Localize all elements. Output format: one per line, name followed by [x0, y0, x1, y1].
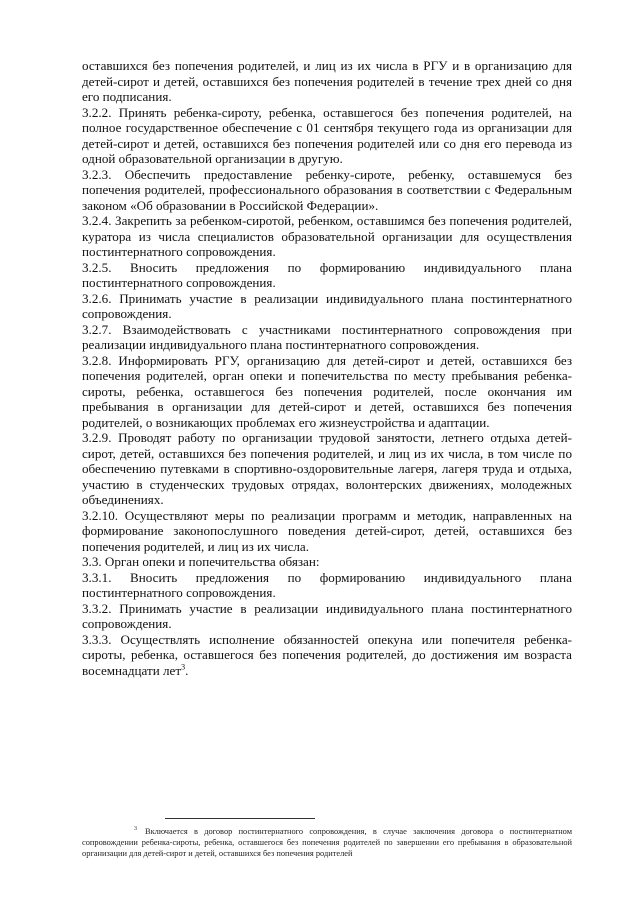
paragraph-3-2-9: 3.2.9. Проводят работу по организации трудовой занятости, летнего отдыха детей-сирот, детей, оставшихся без попечения родителей, и лиц из их числа, в том числе по обеспечению путевками в спортивно-оздоровительные лагеря, лагеря труда и отдыха, участию в студенческих трудовых отрядах, волонтерских движениях, молодежных объединениях. — [82, 430, 572, 507]
document-body — [82, 58, 572, 678]
paragraph-3-2-8: 3.2.8. Информировать РГУ, организацию для детей-сирот и детей, оставшихся без попечения родителей, орган опеки и попечительства по месту пребывания ребенка-сироты, ребенка, оставшегося без попечения родителей, после окончания им пребывания в организации для детей-сирот и детей, оставшихся без попечения родителей, о возникающих проблемах его жизнеустройства и адаптации. — [82, 352, 572, 430]
paragraph-3-3-3-text: 3.3.3. Осуществлять исполнение обязанностей опекуна или попечителя ребенка-сироты, ребенка, оставшегося без попечения родителей, до достижения им возраста восемнадцати лет — [82, 631, 572, 678]
paragraph-3-2-5: 3.2.5. Вносить предложения по формированию индивидуального плана постинтернатного сопровождения. — [82, 259, 572, 290]
paragraph-3-2-6: 3.2.6. Принимать участие в реализации индивидуального плана постинтернатного сопровождения. — [82, 290, 572, 321]
paragraph-3-3-3 — [82, 632, 572, 679]
final-period: . — [185, 662, 189, 678]
footnote-separator — [165, 818, 315, 819]
section-3-3-heading: 3.3. Орган опеки и попечительства обязан: — [82, 554, 320, 569]
paragraph-3-3-2: 3.3.2. Принимать участие в реализации индивидуального плана постинтернатного сопровождения. — [82, 600, 572, 631]
paragraph-3-2-4: 3.2.4. Закрепить за ребенком-сиротой, ребенком, оставшимся без попечения родителей, куратора из числа специалистов образовательной организации для осуществления постинтернатного сопровождения. — [82, 213, 572, 259]
footnote — [82, 826, 572, 859]
footnote-reference[interactable]: 3 — [181, 662, 186, 672]
footnote-text: Включается в договор постинтернатного сопровождения, в случае заключения договора о постинтернатном сопровождении ребенка-сироты, ребенка, оставшегося без попечения родителей по завершении его пребывания в образовательной организации для детей-сирот и детей, оставшихся без попечения родителей — [82, 827, 572, 858]
footnote-mark: 3 — [134, 826, 137, 833]
paragraph-continuation: оставшихся без попечения родителей, и лиц из их числа в РГУ и в организацию для детей-сирот и детей, оставшихся без попечения родителей в течение трех дней со дня его подписания. — [82, 58, 572, 104]
paragraph-3-2-2: 3.2.2. Принять ребенка-сироту, ребенка, оставшегося без попечения родителей, на полное государственное обеспечение с 01 сентября текущего года из организации для детей-сирот и детей, оставшихся без попечения родителей или со дня его перевода из одной образовательной организации в другую. — [82, 104, 572, 166]
paragraph-3-2-3: 3.2.3. Обеспечить предоставление ребенку-сироте, ребенку, оставшемуся без попечения родителей, профессионального образования в соответствии с Федеральным законом «Об образовании в Российской Федерации». — [82, 166, 572, 213]
paragraph-3-2-7: 3.2.7. Взаимодействовать с участниками постинтернатного сопровождения при реализации индивидуального плана постинтернатного сопровождения. — [82, 321, 572, 352]
paragraph-3-2-10: 3.2.10. Осуществляют меры по реализации программ и методик, направленных на формирование законопослушного поведения детей-сирот, детей, оставшихся без попечения родителей, и лиц из их числа. — [82, 507, 572, 554]
paragraph-3-3-1: 3.3.1. Вносить предложения по формированию индивидуального плана постинтернатного сопровождения. — [82, 569, 572, 600]
